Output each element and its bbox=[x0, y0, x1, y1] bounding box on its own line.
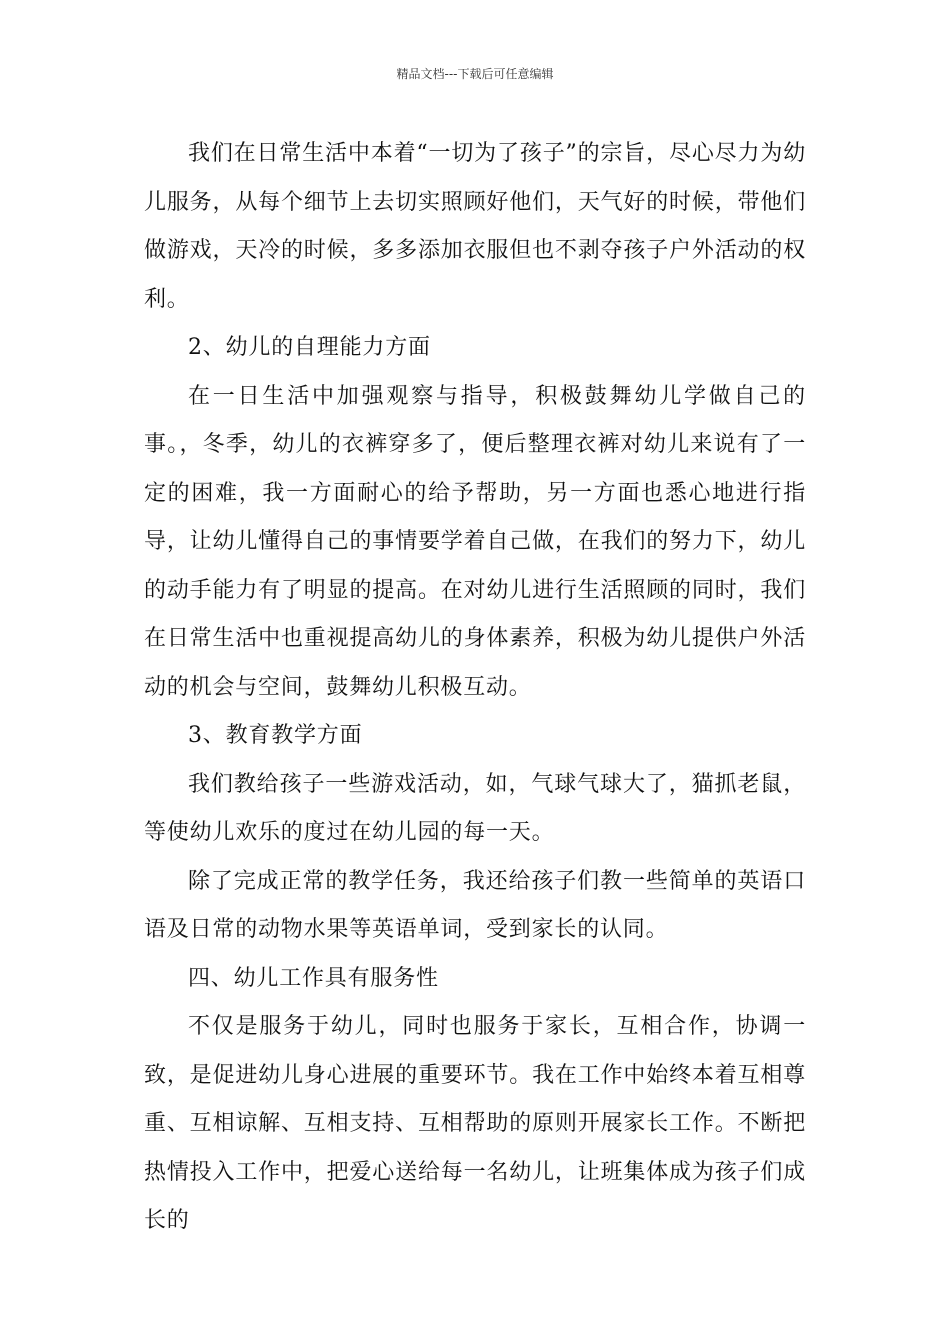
paragraph-daily-life: 我们在日常生活中本着“一切为了孩子”的宗旨，尽心尽力为幼儿服务，从每个细节上去切实照顾好他们，天气好的时候，带他们做游戏，天冷的时候，多多添加衣服但也不剥夺孩子户外活动的权利。 bbox=[144, 141, 806, 312]
paragraph-english: 除了完成正常的教学任务，我还给孩子们教一些简单的英语口语及日常的动物水果等英语单词，受到家长的认同。 bbox=[144, 868, 806, 942]
section-heading-self-care: 2、幼儿的自理能力方面 bbox=[188, 335, 431, 360]
paragraph-service: 不仅是服务于幼儿，同时也服务于家长，互相合作，协调一致，是促进幼儿身心进展的重要环节。我在工作中始终本着互相尊重、互相谅解、互相支持、互相帮助的原则开展家长工作。不断把热情投入工作中，把爱心送给每一名幼儿，让班集体成为孩子们成长的 bbox=[144, 1014, 806, 1233]
page-header: 精品文档---下载后可任意编辑 bbox=[396, 67, 554, 81]
paragraph-games: 我们教给孩子一些游戏活动，如，气球气球大了，猫抓老鼠，等使幼儿欢乐的度过在幼儿园的每一天。 bbox=[144, 771, 806, 845]
paragraph-self-care: 在一日生活中加强观察与指导，积极鼓舞幼儿学做自己的事。，冬季，幼儿的衣裤穿多了，便后整理衣裤对幼儿来说有了一定的困难，我一方面耐心的给予帮助，另一方面也悉心地进行指导，让幼儿懂得自己的事情要学着自己做，在我们的努力下，幼儿的动手能力有了明显的提高。在对幼儿进行生活照顾的同时，我们在日常生活中也重视提高幼儿的身体素养，积极为幼儿提供户外活动的机会与空间，鼓舞幼儿积极互动。 bbox=[144, 383, 806, 700]
document-body bbox=[144, 130, 806, 1246]
section-heading-teaching: 3、教育教学方面 bbox=[188, 723, 363, 748]
section-heading-service: 四、幼儿工作具有服务性 bbox=[188, 965, 439, 991]
